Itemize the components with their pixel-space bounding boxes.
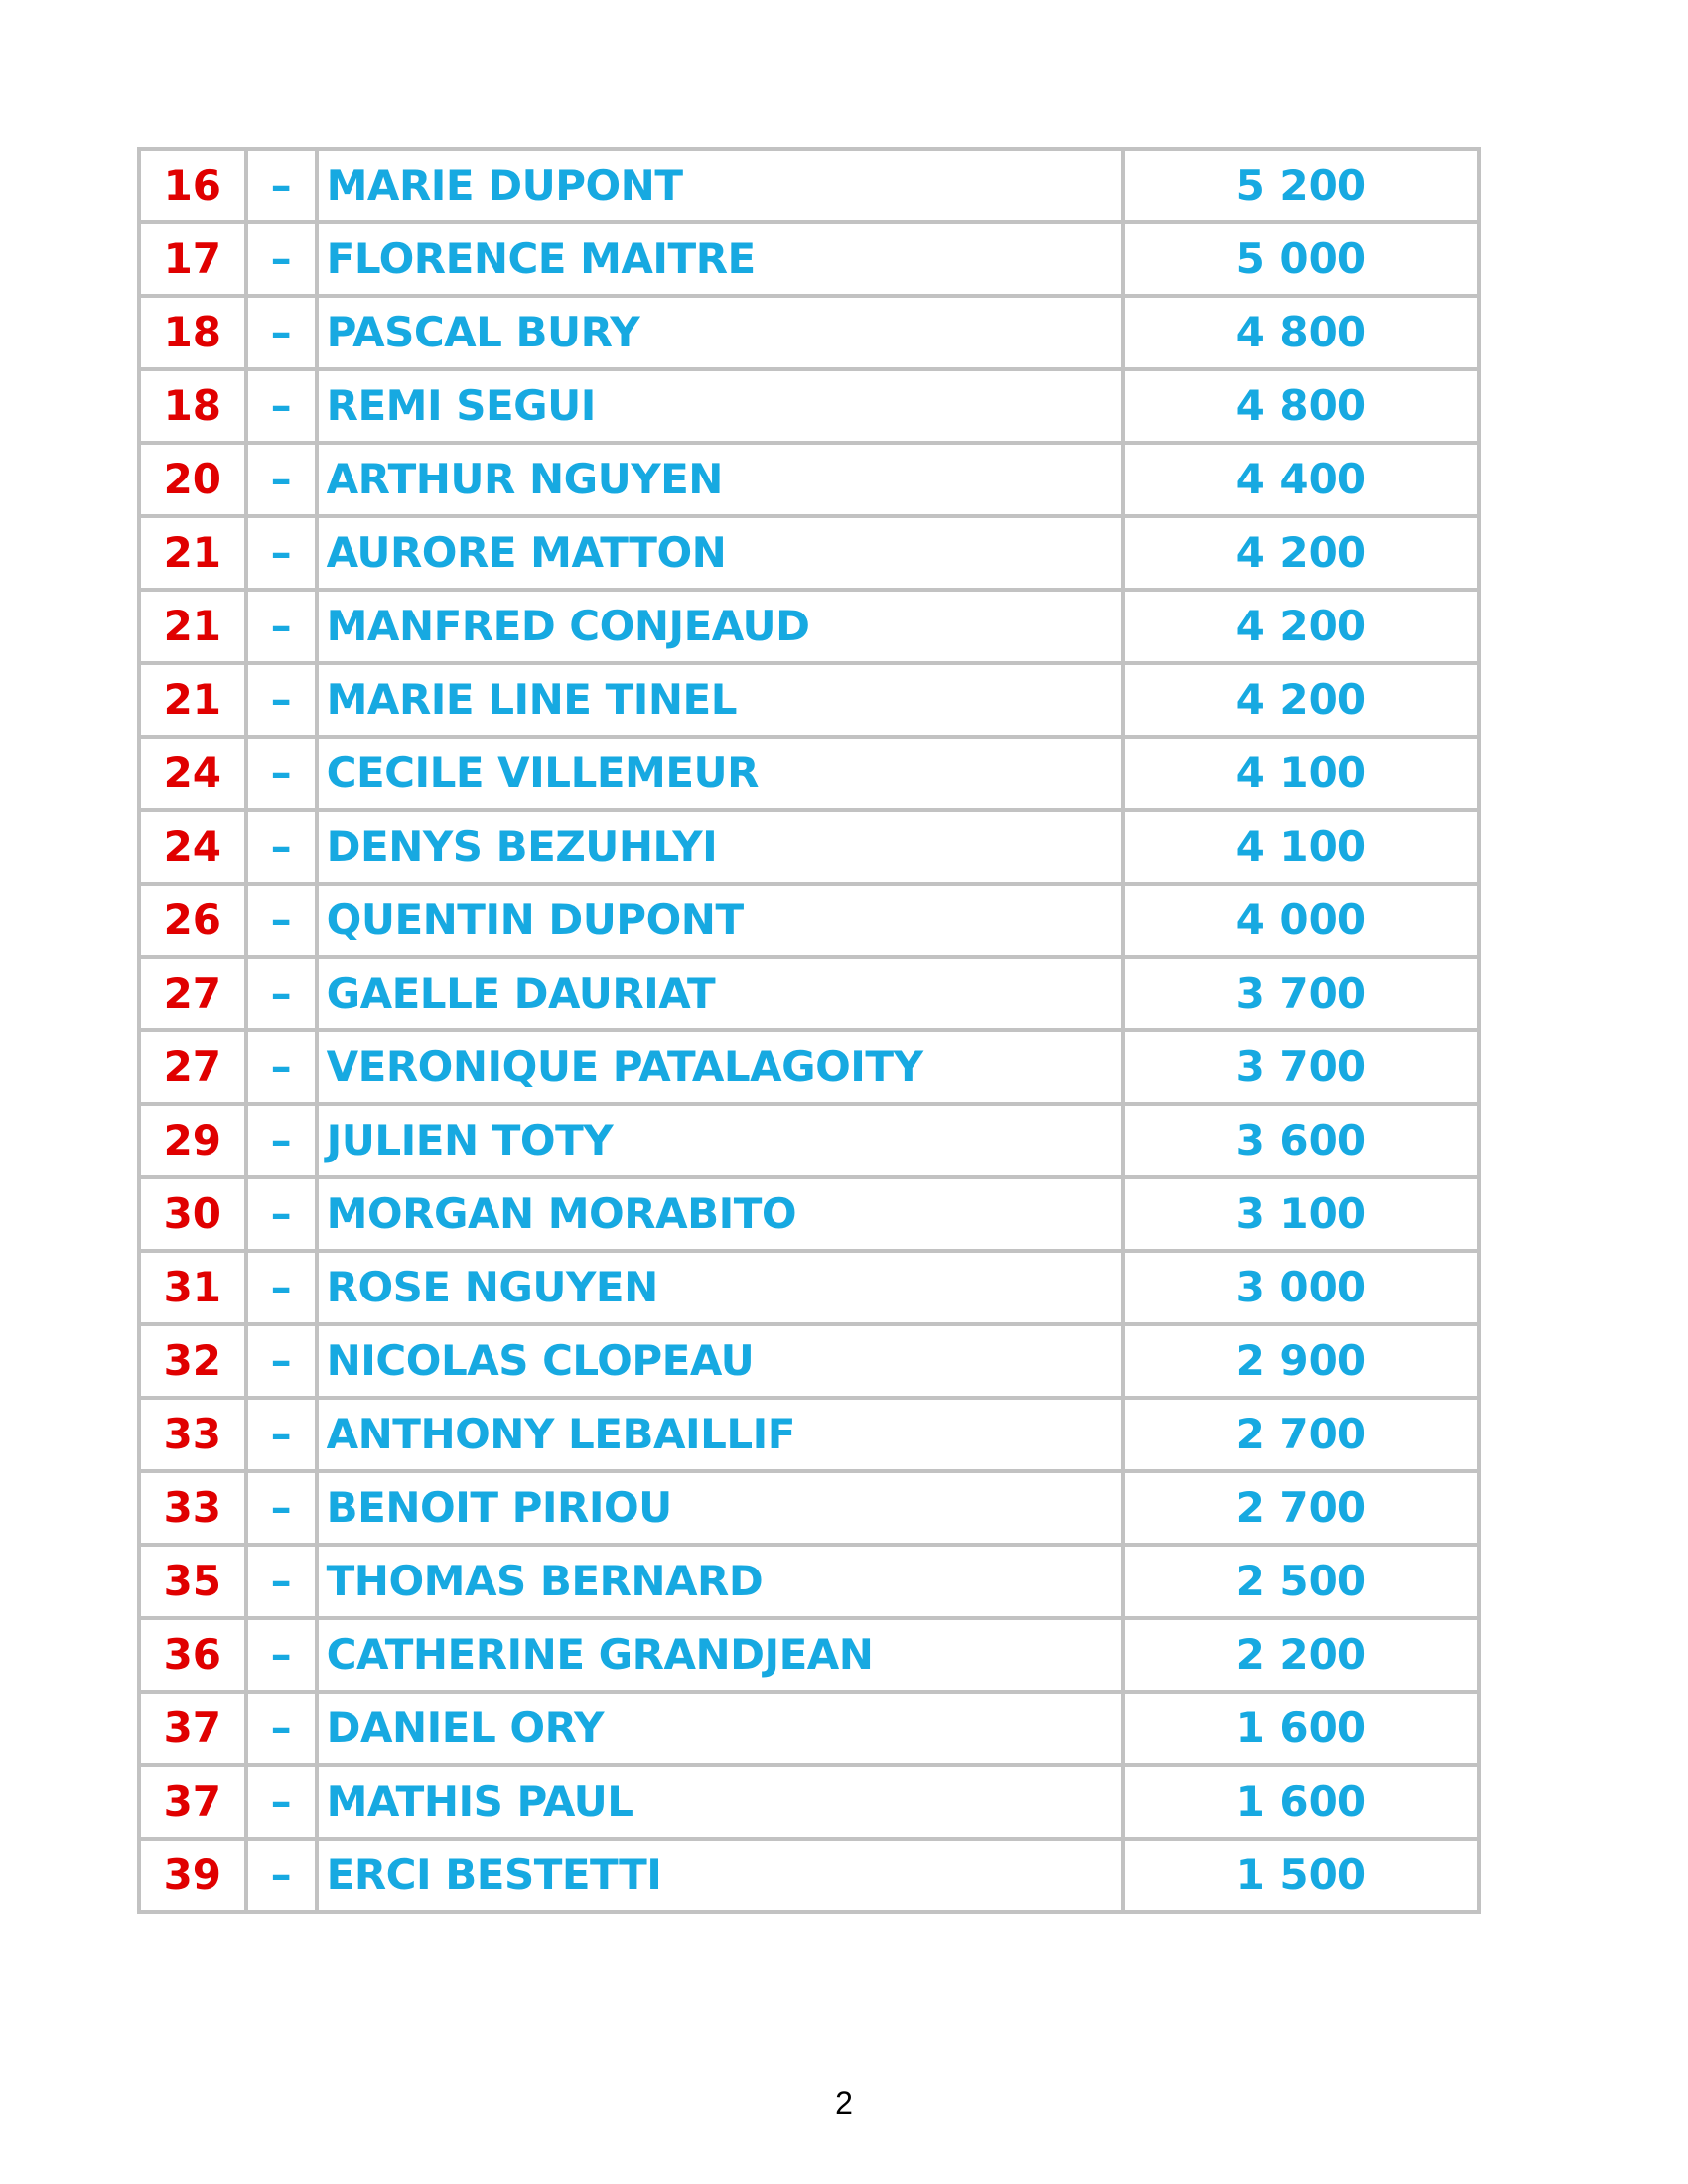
rank-cell: 26 — [139, 884, 246, 957]
rank-cell: 16 — [139, 149, 246, 222]
player-name: MORGAN MORABITO — [317, 1177, 1123, 1251]
points-value: 3 700 — [1123, 957, 1479, 1030]
player-name: QUENTIN DUPONT — [317, 884, 1123, 957]
rank-cell: 21 — [139, 516, 246, 590]
points-value: 4 400 — [1123, 443, 1479, 516]
player-name: CECILE VILLEMEUR — [317, 737, 1123, 810]
ranking-table-body — [139, 149, 1479, 1912]
points-value: 4 200 — [1123, 663, 1479, 737]
player-name: GAELLE DAURIAT — [317, 957, 1123, 1030]
player-name: MATHIS PAUL — [317, 1765, 1123, 1839]
rank-cell: 18 — [139, 369, 246, 443]
table-row — [139, 810, 1479, 884]
separator-dash: – — [246, 1177, 317, 1251]
points-value: 4 200 — [1123, 590, 1479, 663]
table-row — [139, 1471, 1479, 1545]
separator-dash: – — [246, 1398, 317, 1471]
separator-dash: – — [246, 737, 317, 810]
rank-cell: 18 — [139, 296, 246, 369]
player-name: MARIE LINE TINEL — [317, 663, 1123, 737]
separator-dash: – — [246, 1104, 317, 1177]
points-value: 4 200 — [1123, 516, 1479, 590]
separator-dash: – — [246, 1545, 317, 1618]
table-row — [139, 1765, 1479, 1839]
player-name: ANTHONY LEBAILLIF — [317, 1398, 1123, 1471]
table-row — [139, 222, 1479, 296]
points-value: 1 600 — [1123, 1692, 1479, 1765]
table-row — [139, 1545, 1479, 1618]
separator-dash: – — [246, 1618, 317, 1692]
points-value: 3 700 — [1123, 1030, 1479, 1104]
rank-cell: 31 — [139, 1251, 246, 1324]
separator-dash: – — [246, 1765, 317, 1839]
player-name: ARTHUR NGUYEN — [317, 443, 1123, 516]
player-name: AURORE MATTON — [317, 516, 1123, 590]
points-value: 2 700 — [1123, 1471, 1479, 1545]
rank-cell: 20 — [139, 443, 246, 516]
rank-cell: 21 — [139, 590, 246, 663]
rank-cell: 17 — [139, 222, 246, 296]
player-name: DENYS BEZUHLYI — [317, 810, 1123, 884]
player-name: PASCAL BURY — [317, 296, 1123, 369]
separator-dash: – — [246, 149, 317, 222]
separator-dash: – — [246, 957, 317, 1030]
page-number: 2 — [835, 2085, 853, 2120]
player-name: VERONIQUE PATALAGOITY — [317, 1030, 1123, 1104]
points-value: 2 200 — [1123, 1618, 1479, 1692]
points-value: 4 800 — [1123, 296, 1479, 369]
separator-dash: – — [246, 296, 317, 369]
points-value: 4 100 — [1123, 810, 1479, 884]
points-value: 3 600 — [1123, 1104, 1479, 1177]
separator-dash: – — [246, 222, 317, 296]
separator-dash: – — [246, 1030, 317, 1104]
rank-cell: 30 — [139, 1177, 246, 1251]
rank-cell: 35 — [139, 1545, 246, 1618]
table-row — [139, 1030, 1479, 1104]
table-row — [139, 663, 1479, 737]
points-value: 4 000 — [1123, 884, 1479, 957]
points-value: 5 000 — [1123, 222, 1479, 296]
table-row — [139, 1251, 1479, 1324]
table-row — [139, 957, 1479, 1030]
player-name: ERCI BESTETTI — [317, 1839, 1123, 1912]
table-row — [139, 1618, 1479, 1692]
player-name: DANIEL ORY — [317, 1692, 1123, 1765]
player-name: MANFRED CONJEAUD — [317, 590, 1123, 663]
rank-cell: 33 — [139, 1471, 246, 1545]
table-row — [139, 1398, 1479, 1471]
ranking-table — [137, 147, 1481, 1914]
player-name: JULIEN TOTY — [317, 1104, 1123, 1177]
points-value: 2 500 — [1123, 1545, 1479, 1618]
separator-dash: – — [246, 1471, 317, 1545]
rank-cell: 29 — [139, 1104, 246, 1177]
table-row — [139, 1104, 1479, 1177]
table-row — [139, 369, 1479, 443]
points-value: 5 200 — [1123, 149, 1479, 222]
points-value: 2 900 — [1123, 1324, 1479, 1398]
points-value: 3 000 — [1123, 1251, 1479, 1324]
rank-cell: 39 — [139, 1839, 246, 1912]
player-name: MARIE DUPONT — [317, 149, 1123, 222]
table-row — [139, 443, 1479, 516]
points-value: 4 800 — [1123, 369, 1479, 443]
points-value: 1 500 — [1123, 1839, 1479, 1912]
table-row — [139, 1324, 1479, 1398]
rank-cell: 33 — [139, 1398, 246, 1471]
table-row — [139, 737, 1479, 810]
rank-cell: 24 — [139, 810, 246, 884]
table-row — [139, 296, 1479, 369]
separator-dash: – — [246, 810, 317, 884]
table-row — [139, 1692, 1479, 1765]
table-row — [139, 516, 1479, 590]
separator-dash: – — [246, 1251, 317, 1324]
player-name: BENOIT PIRIOU — [317, 1471, 1123, 1545]
table-row — [139, 1177, 1479, 1251]
player-name: ROSE NGUYEN — [317, 1251, 1123, 1324]
separator-dash: – — [246, 663, 317, 737]
rank-cell: 37 — [139, 1765, 246, 1839]
rank-cell: 37 — [139, 1692, 246, 1765]
table-row — [139, 590, 1479, 663]
points-value: 1 600 — [1123, 1765, 1479, 1839]
separator-dash: – — [246, 1839, 317, 1912]
table-row — [139, 884, 1479, 957]
points-value: 4 100 — [1123, 737, 1479, 810]
points-value: 2 700 — [1123, 1398, 1479, 1471]
table-row — [139, 149, 1479, 222]
points-value: 3 100 — [1123, 1177, 1479, 1251]
player-name: NICOLAS CLOPEAU — [317, 1324, 1123, 1398]
rank-cell: 27 — [139, 1030, 246, 1104]
rank-cell: 36 — [139, 1618, 246, 1692]
separator-dash: – — [246, 369, 317, 443]
separator-dash: – — [246, 516, 317, 590]
separator-dash: – — [246, 590, 317, 663]
player-name: THOMAS BERNARD — [317, 1545, 1123, 1618]
separator-dash: – — [246, 1692, 317, 1765]
player-name: REMI SEGUI — [317, 369, 1123, 443]
player-name: CATHERINE GRANDJEAN — [317, 1618, 1123, 1692]
rank-cell: 32 — [139, 1324, 246, 1398]
table-row — [139, 1839, 1479, 1912]
rank-cell: 27 — [139, 957, 246, 1030]
separator-dash: – — [246, 1324, 317, 1398]
separator-dash: – — [246, 884, 317, 957]
player-name: FLORENCE MAITRE — [317, 222, 1123, 296]
rank-cell: 21 — [139, 663, 246, 737]
rank-cell: 24 — [139, 737, 246, 810]
separator-dash: – — [246, 443, 317, 516]
